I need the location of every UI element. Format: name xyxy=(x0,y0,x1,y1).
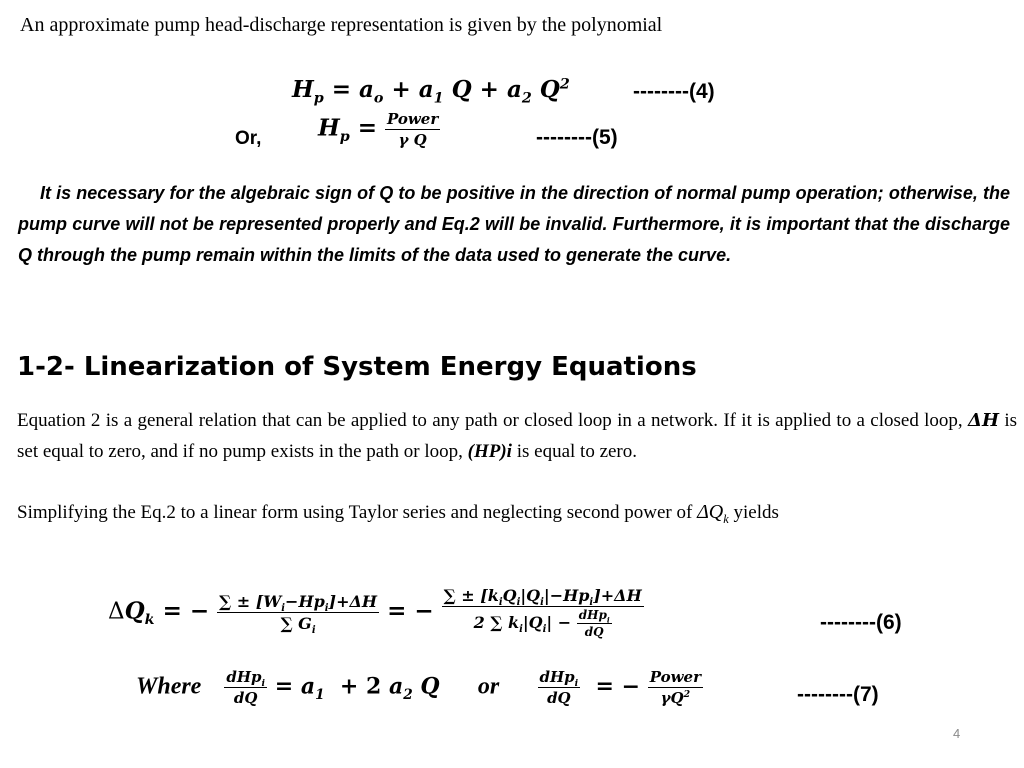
eq6-denominator-2: 2 ∑ $k_i|Q_i|$ − $\frac{dHp_i}{dQ}$ xyxy=(473,608,610,639)
equation-4-label: --------(4) xyxy=(633,80,715,103)
equation-7: Where $\frac{dHp_i}{dQ}$ = $a_1 + 2$ $a_2$ Q or $\frac{dHp_i}{dQ}$ = − $\frac{\text{Power}}{\gamma Q^2}$ xyxy=(136,668,701,707)
equation-6-label: --------(6) xyxy=(820,611,902,634)
or-label: Or, xyxy=(235,128,262,149)
equation-5-label: --------(5) xyxy=(536,126,618,149)
paragraph-equation-2: Equation 2 is a general relation that can be applied to any path or closed loop in a network. If it is applied to a closed loop, ΔH is set equal to zero, and if no pump exists in the path or loop, (HP)i is equal to zero. xyxy=(17,410,1018,462)
paragraph-taylor: Simplifying the Eq.2 to a linear form using Taylor series and neglecting second power of $\Delta Q_k$ yields xyxy=(17,501,779,526)
eq5-denominator: γ Q xyxy=(398,131,427,149)
eq6-numerator-1: ∑ ± $[W_i-Hp_i]+\Delta H$ xyxy=(219,592,378,615)
intro-text: An approximate pump head-discharge representation is given by the polynomial xyxy=(20,14,663,36)
equation-7-label: --------(7) xyxy=(797,683,879,706)
eq6-numerator-2: ∑ ± $[k_iQ_i|Q_i|-Hp_i]+\Delta H$ xyxy=(443,586,642,609)
equation-6: $\Delta Q_k$ = − $\frac{\sum \pm [W_i-Hp_i]+\Delta H}{\sum G_i}$ = − ∑ ± $[k_iQ_i|Q_i|-Hp_i]+\Delta H$ 2 ∑ $k_i|Q_i|$ − $\frac{dHp_i}{dQ}$ xyxy=(108,586,642,639)
page-number: 4 xyxy=(953,726,961,741)
pump-note: It is necessary for the algebraic sign of Q to be positive in the direction of normal pump operation; otherwise, the pump curve will not be represented properly and Eq.2 will be invalid. Furthermore, it is important that the discharge Q through the pump remain within the limits of the data used to generate the curve. xyxy=(18,183,1010,265)
section-heading: 1-2- Linearization of System Energy Equations xyxy=(17,352,697,382)
eq6-denominator-1: ∑ $G_i$ xyxy=(280,614,316,637)
equation-5: $H_p$ = $\frac{\text{Power}}{\text{γ Q}}$ xyxy=(318,110,439,149)
equation-4: $H_p = a_o + a_1$ $Q + a_2$ $Q^2$ xyxy=(292,76,570,107)
eq5-numerator: Power xyxy=(387,110,439,128)
